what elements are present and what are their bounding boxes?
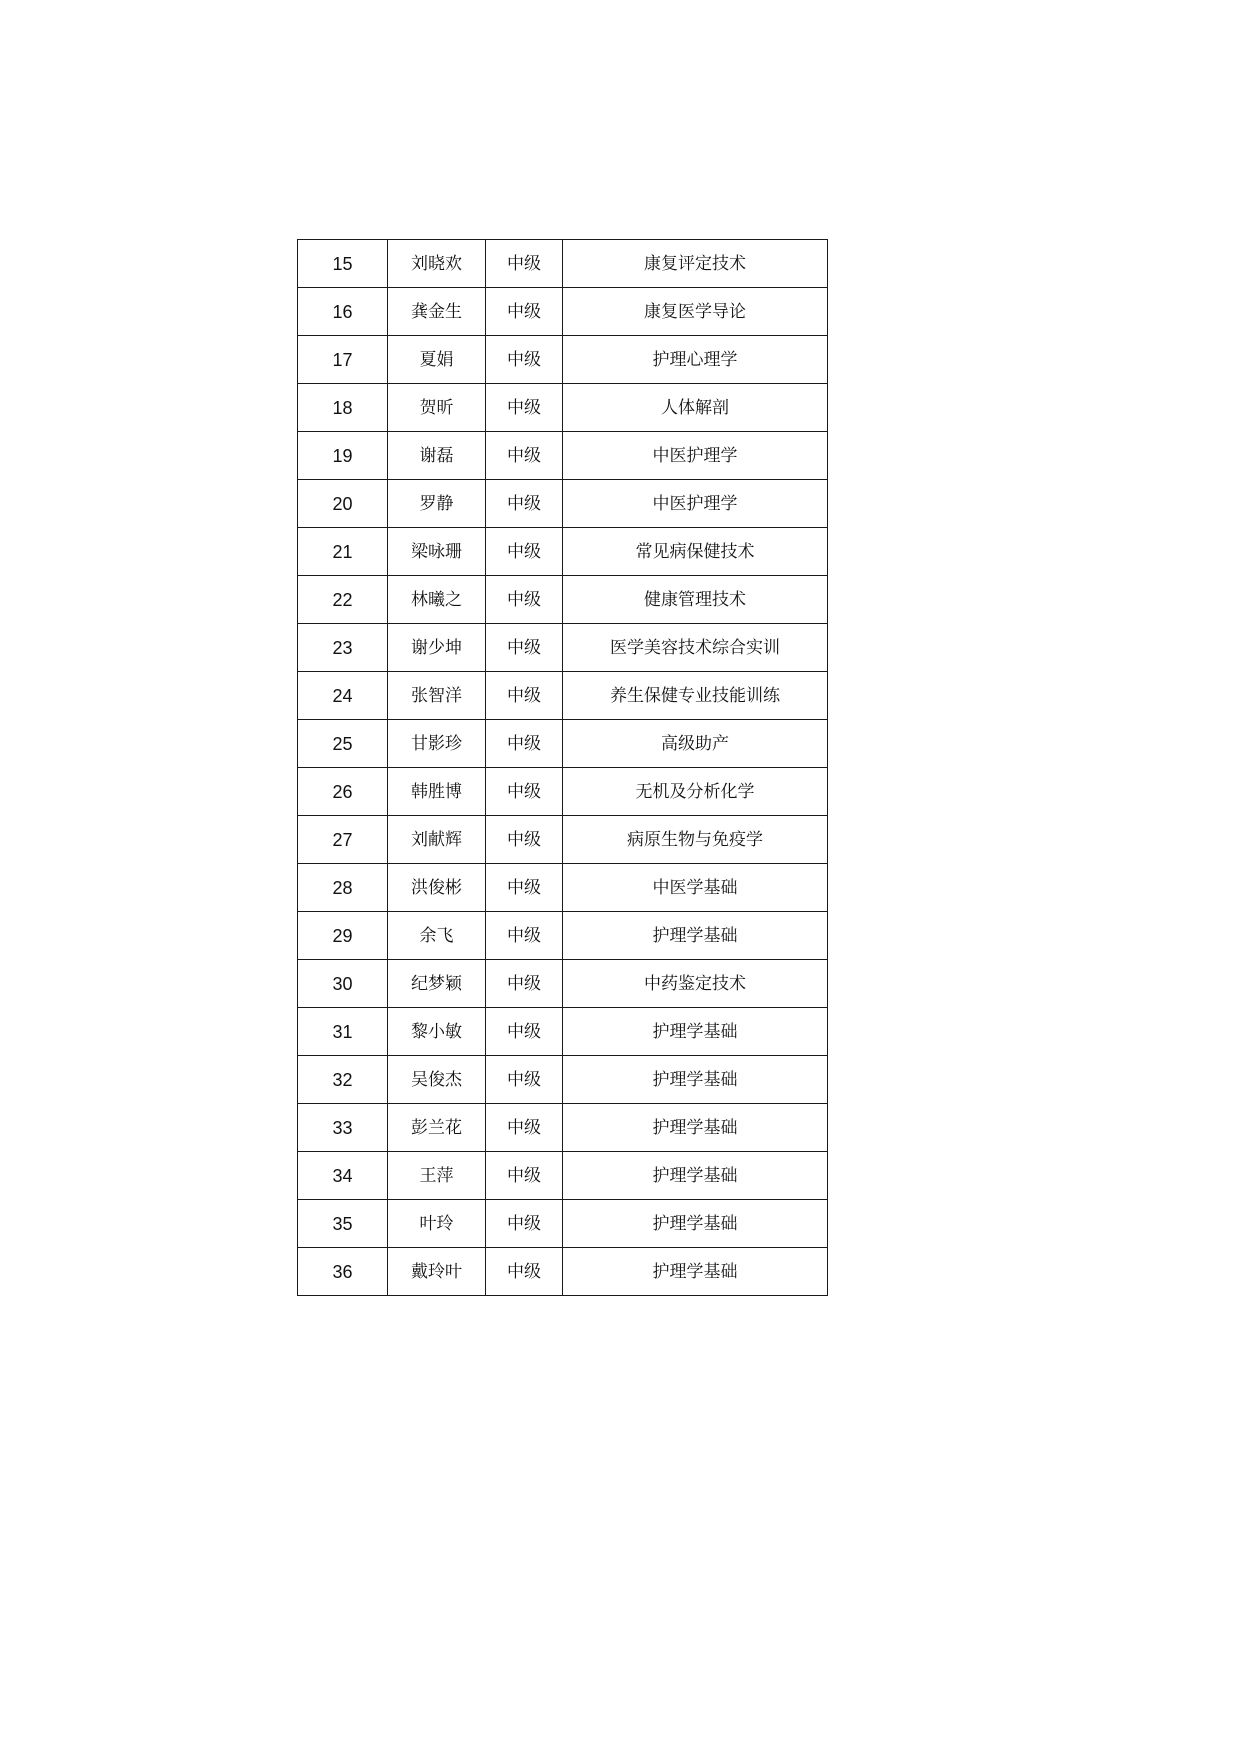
level-cell: 中级: [486, 576, 563, 624]
table-row: [298, 384, 828, 432]
name-cell: 谢磊: [388, 432, 486, 480]
name-cell: 纪梦颖: [388, 960, 486, 1008]
table-row: [298, 432, 828, 480]
level-cell: 中级: [486, 768, 563, 816]
name-cell: 梁咏珊: [388, 528, 486, 576]
name-cell: 罗静: [388, 480, 486, 528]
row-number-cell: 34: [298, 1152, 388, 1200]
row-number-cell: 21: [298, 528, 388, 576]
table-row: [298, 912, 828, 960]
table-row: [298, 1200, 828, 1248]
table-row: [298, 768, 828, 816]
row-number-cell: 26: [298, 768, 388, 816]
level-cell: 中级: [486, 960, 563, 1008]
name-cell: 甘影珍: [388, 720, 486, 768]
table-row: [298, 672, 828, 720]
course-cell: 康复医学导论: [563, 288, 828, 336]
table-row: [298, 1152, 828, 1200]
teacher-table-body: [298, 240, 828, 1296]
level-cell: 中级: [486, 1104, 563, 1152]
level-cell: 中级: [486, 624, 563, 672]
name-cell: 贺昕: [388, 384, 486, 432]
level-cell: 中级: [486, 432, 563, 480]
row-number-cell: 25: [298, 720, 388, 768]
row-number-cell: 31: [298, 1008, 388, 1056]
course-cell: 护理学基础: [563, 912, 828, 960]
row-number-cell: 19: [298, 432, 388, 480]
course-cell: 护理学基础: [563, 1200, 828, 1248]
name-cell: 洪俊彬: [388, 864, 486, 912]
course-cell: 中药鉴定技术: [563, 960, 828, 1008]
row-number-cell: 35: [298, 1200, 388, 1248]
course-cell: 常见病保健技术: [563, 528, 828, 576]
row-number-cell: 18: [298, 384, 388, 432]
row-number-cell: 30: [298, 960, 388, 1008]
level-cell: 中级: [486, 384, 563, 432]
teacher-table: [297, 239, 828, 1296]
course-cell: 康复评定技术: [563, 240, 828, 288]
row-number-cell: 24: [298, 672, 388, 720]
table-row: [298, 864, 828, 912]
table-row: [298, 336, 828, 384]
row-number-cell: 20: [298, 480, 388, 528]
course-cell: 病原生物与免疫学: [563, 816, 828, 864]
name-cell: 张智洋: [388, 672, 486, 720]
name-cell: 刘献辉: [388, 816, 486, 864]
table-row: [298, 576, 828, 624]
level-cell: 中级: [486, 528, 563, 576]
row-number-cell: 36: [298, 1248, 388, 1296]
row-number-cell: 23: [298, 624, 388, 672]
table-row: [298, 1104, 828, 1152]
table-row: [298, 528, 828, 576]
level-cell: 中级: [486, 912, 563, 960]
level-cell: 中级: [486, 720, 563, 768]
row-number-cell: 15: [298, 240, 388, 288]
table-row: [298, 288, 828, 336]
course-cell: 医学美容技术综合实训: [563, 624, 828, 672]
level-cell: 中级: [486, 1152, 563, 1200]
row-number-cell: 27: [298, 816, 388, 864]
course-cell: 护理学基础: [563, 1104, 828, 1152]
row-number-cell: 28: [298, 864, 388, 912]
course-cell: 无机及分析化学: [563, 768, 828, 816]
course-cell: 护理学基础: [563, 1152, 828, 1200]
name-cell: 彭兰花: [388, 1104, 486, 1152]
row-number-cell: 29: [298, 912, 388, 960]
row-number-cell: 22: [298, 576, 388, 624]
table-row: [298, 480, 828, 528]
row-number-cell: 16: [298, 288, 388, 336]
course-cell: 护理学基础: [563, 1008, 828, 1056]
course-cell: 养生保健专业技能训练: [563, 672, 828, 720]
level-cell: 中级: [486, 240, 563, 288]
level-cell: 中级: [486, 480, 563, 528]
level-cell: 中级: [486, 816, 563, 864]
course-cell: 中医学基础: [563, 864, 828, 912]
row-number-cell: 17: [298, 336, 388, 384]
name-cell: 林曦之: [388, 576, 486, 624]
name-cell: 黎小敏: [388, 1008, 486, 1056]
course-cell: 中医护理学: [563, 432, 828, 480]
course-cell: 高级助产: [563, 720, 828, 768]
table-row: [298, 1008, 828, 1056]
table-row: [298, 720, 828, 768]
row-number-cell: 33: [298, 1104, 388, 1152]
table-row: [298, 816, 828, 864]
level-cell: 中级: [486, 1056, 563, 1104]
level-cell: 中级: [486, 672, 563, 720]
name-cell: 夏娟: [388, 336, 486, 384]
level-cell: 中级: [486, 1248, 563, 1296]
table-row: [298, 960, 828, 1008]
course-cell: 健康管理技术: [563, 576, 828, 624]
level-cell: 中级: [486, 1200, 563, 1248]
name-cell: 戴玲叶: [388, 1248, 486, 1296]
name-cell: 谢少坤: [388, 624, 486, 672]
name-cell: 韩胜博: [388, 768, 486, 816]
table-row: [298, 1248, 828, 1296]
name-cell: 叶玲: [388, 1200, 486, 1248]
level-cell: 中级: [486, 288, 563, 336]
course-cell: 护理学基础: [563, 1056, 828, 1104]
table-row: [298, 1056, 828, 1104]
name-cell: 吴俊杰: [388, 1056, 486, 1104]
level-cell: 中级: [486, 336, 563, 384]
name-cell: 刘晓欢: [388, 240, 486, 288]
course-cell: 人体解剖: [563, 384, 828, 432]
name-cell: 王萍: [388, 1152, 486, 1200]
name-cell: 余飞: [388, 912, 486, 960]
course-cell: 中医护理学: [563, 480, 828, 528]
course-cell: 护理心理学: [563, 336, 828, 384]
level-cell: 中级: [486, 1008, 563, 1056]
level-cell: 中级: [486, 864, 563, 912]
name-cell: 龚金生: [388, 288, 486, 336]
row-number-cell: 32: [298, 1056, 388, 1104]
course-cell: 护理学基础: [563, 1248, 828, 1296]
table-row: [298, 624, 828, 672]
table-row: [298, 240, 828, 288]
